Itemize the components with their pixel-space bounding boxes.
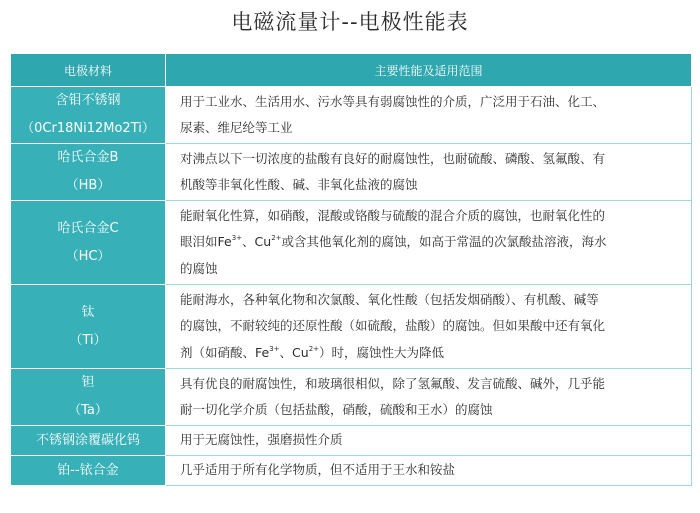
material-cell [11, 144, 166, 201]
description-line: 具有优良的耐腐蚀性，和玻璃很相似，除了氢氟酸、发言硫酸、碱外，几乎能 [180, 375, 606, 391]
properties-cell [166, 369, 692, 426]
table-row [11, 87, 692, 144]
table-row [11, 369, 692, 426]
electrode-properties-table [10, 53, 692, 486]
material-name: 钽 [81, 375, 95, 390]
material-code: （HB） [65, 178, 111, 193]
description-line: 眼泪如$Fe^{3+}$、$Cu^{2+}$或含其他氧化剂的腐蚀，如高于常温的次氯酸盐溶液，海水 [180, 234, 607, 250]
description-line: 用于无腐蚀性，强磨损性介质 [180, 432, 343, 448]
description-line: 的腐蚀，不耐较纯的还原性酸（如硫酸，盐酸）的腐蚀。但如果酸中还有氧化 [180, 318, 606, 334]
description-line: 能耐海水，各种氧化物和次氯酸、氧化性酸（包括发烟硝酸）、有机酸、碱等 [180, 291, 599, 307]
table-row [11, 285, 692, 369]
material-name: 铂--铱合金 [57, 462, 119, 478]
table-row [11, 144, 692, 201]
description-line: 对沸点以下一切浓度的盐酸有良好的耐腐蚀性，也耐硫酸、磷酸、氢氟酸、有 [180, 150, 606, 166]
header-material: 电极材料 [11, 54, 166, 87]
material-name: 哈氏合金B [57, 150, 119, 165]
description-line: 的腐蚀 [180, 260, 218, 276]
material-name: 钛 [81, 304, 95, 320]
properties-cell [166, 285, 692, 369]
description-line: 机酸等非氧化性酸、碱、非氧化盐液的腐蚀 [180, 177, 418, 192]
material-cell [11, 369, 166, 426]
properties-cell [166, 87, 692, 144]
material-name: 不锈钢涂覆碳化钨 [35, 432, 140, 448]
material-cell [11, 87, 166, 144]
description-line: 能耐氧化性算，如硝酸，混酸或铬酸与硫酸的混合介质的腐蚀，也耐氧化性的 [180, 207, 606, 223]
description-line: 用于工业水、生活用水、污水等具有弱腐蚀性的介质，广泛用于石油、化工、 [180, 93, 606, 109]
material-code: （0Cr18Ni12Mo2Ti） [21, 121, 155, 136]
header-properties: 主要性能及适用范围 [166, 54, 692, 87]
table-row [11, 201, 692, 285]
material-cell [11, 285, 166, 369]
properties-cell [166, 456, 692, 486]
description-line: 耐一切化学介质（包括盐酸，硝酸，硫酸和王水）的腐蚀 [180, 402, 493, 417]
material-code: （Ta） [68, 403, 108, 418]
material-name: 含钼不锈钢 [55, 93, 121, 108]
description-line: 剂（如硝酸、$Fe^{3+}$、$Cu^{2+}$）时，腐蚀性大为降低 [180, 344, 445, 360]
description-line: 尿素、维尼纶等工业 [180, 120, 293, 135]
material-cell [11, 426, 166, 456]
properties-cell [166, 426, 692, 456]
properties-cell [166, 201, 692, 285]
table-row [11, 426, 692, 456]
properties-cell [166, 144, 692, 201]
material-code: （Ti） [69, 332, 107, 348]
material-name: 哈氏合金C [57, 220, 119, 236]
table-row [11, 456, 692, 486]
page-title: 电磁流量计--电极性能表 [231, 10, 469, 34]
table-header-row [11, 54, 692, 87]
material-code: （HC） [65, 248, 111, 264]
material-cell [11, 201, 166, 285]
material-cell [11, 456, 166, 486]
description-line: 几乎适用于所有化学物质，但不适用于王水和铵盐 [180, 462, 456, 478]
